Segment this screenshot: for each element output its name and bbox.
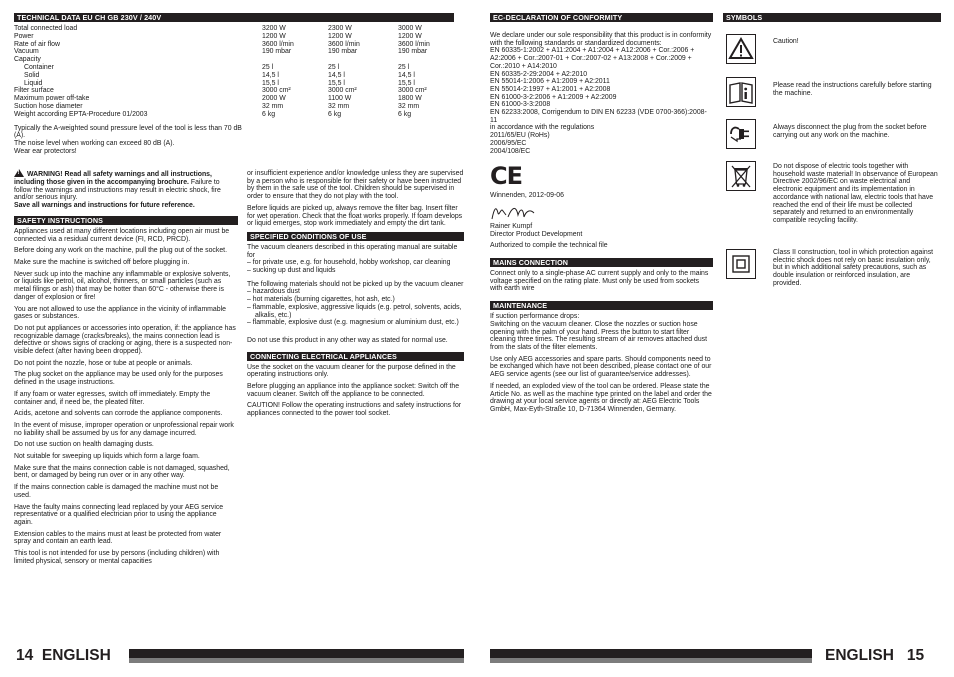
signer-block	[490, 223, 713, 250]
safety-paragraph: Make sure the machine is switched off before plugging in.	[14, 259, 190, 266]
tech-value-gb: 1200 W	[398, 32, 422, 40]
signer-title: Director Product Development	[490, 230, 583, 238]
tech-label: Rate of air flow	[14, 40, 60, 48]
safety-paragraph: Have the faulty mains connecting lead replaced by your AEG service representative or a qualified electrician prior to using the appliance again.	[14, 503, 224, 526]
tech-value-gb: 3000 cm²	[398, 87, 427, 95]
tech-row	[14, 95, 454, 103]
ec-line: EN 55014-1:2006 + A1:2009 + A2:2011	[490, 78, 610, 86]
safety-paragraph: Make sure that the mains connection cable is not damaged, squashed, bent, or damaged by being run over or in any other way.	[14, 464, 230, 480]
weee-bin-icon	[726, 161, 756, 191]
symbol-text-weee: Do not dispose of electric tools together with household waste material! In observance of European Directive 2002/96/EC on waste electrical and electronic equipment and its implementation in accordance with national law, electric tools that have reached the end of their life must be collected separately and returned to an environmentally compatible recycling facility.	[773, 163, 938, 224]
ec-line: EN 62233:2008, Corrigendum to DIN EN 62233 (VDE 0700-366):2008-11	[490, 109, 707, 124]
connecting-paragraph: Use the socket on the vacuum cleaner for the purpose defined in the operating instructions only.	[247, 363, 456, 379]
tech-row	[14, 72, 454, 80]
tech-value-gb: 14,5 l	[398, 71, 415, 79]
safety-paragraph: Do not use suction on health damaging dusts.	[14, 441, 154, 449]
right-footer-stripe	[490, 658, 812, 663]
ec-line: 2004/108/EC	[490, 147, 531, 155]
specified-conditions-header	[247, 232, 464, 241]
connecting-text	[247, 364, 464, 418]
tech-label: Solid	[24, 71, 40, 79]
warning-save: Save all warnings and instructions for future reference.	[14, 202, 195, 210]
ec-line: 2006/95/EC	[490, 139, 527, 147]
maintenance-text	[490, 313, 713, 413]
mains-title: MAINS CONNECTION	[493, 258, 569, 268]
ec-declaration-text	[490, 32, 713, 155]
ec-title: EC-DECLARATION OF CONFORMITY	[493, 13, 623, 22]
tech-row	[14, 41, 454, 49]
noise-line-3: Wear ear protectors!	[14, 147, 77, 155]
symbols-title: SYMBOLS	[726, 13, 763, 22]
right-column-symbols	[723, 13, 941, 25]
supervision-paragraph: or insufficient experience and/or knowledge unless they are supervised by a person who is responsible for their safety or have been instructed by them in the safe use of the tool. Children should be supervised in order to ensure that they do not play with the tool.	[247, 170, 464, 201]
left-language-label: ENGLISH	[41, 647, 111, 664]
ce-mark-text: CE	[490, 162, 523, 191]
safety-paragraph: Do not put appliances or accessories into operation, if: the appliance has recognizable damage (cracks/breaks), the mains connection lead is defective or shows signs of cracking or aging, there is a suspected non-visible defect (after having been dropped).	[14, 324, 236, 356]
maintenance-paragraph: If needed, an exploded view of the tool can be ordered. Please state the Article No. as well as the machine type printed on the label and order the drawing at your local service agents or directly at: AEG Electric Tools GmbH, Max-Eyth-Straße 10, D-71364 Winnenden, Germany.	[490, 382, 712, 413]
col-ch-header: CH	[94, 13, 106, 22]
tech-value-ch: 1200 W	[328, 32, 352, 40]
specified-intro: The vacuum cleaners described in this operating manual are suitable for	[247, 243, 458, 259]
specified-item: – for private use, e.g. for household, hobby workshop, car cleaning	[247, 259, 451, 267]
right-page-number	[825, 648, 924, 664]
col-eu-header: EU	[82, 13, 93, 22]
tech-value-ch: 15,5 l	[328, 79, 345, 87]
signer-name: Rainer Kumpf	[490, 222, 533, 230]
maintenance-paragraph: Use only AEG accessories and spare parts. Should components need to be exchanged which have not been described, please contact one of our AEG service agents (see our list of guarantee/service addresses).	[490, 355, 712, 379]
ec-line: EN 61000-3-3:2008	[490, 101, 551, 109]
safety-paragraph: Appliances used at many different locations including open air must be connected via a residual current device (FI, RCD, PRCD).	[14, 227, 230, 243]
tech-row	[14, 25, 454, 33]
ec-line: We declare under our sole responsibility that this product is in conformity with the following standards or standardized documents:	[490, 32, 712, 47]
ec-line: EN 60335-2-29:2004 + A2:2010	[490, 70, 588, 78]
noise-info	[14, 125, 244, 156]
signature-graphic	[490, 203, 550, 223]
tech-value-eu: 190 mbar	[262, 48, 292, 56]
tech-row	[14, 56, 454, 64]
tech-value-eu: 14,5 l	[262, 71, 279, 79]
tech-label: Total connected load	[14, 25, 78, 32]
tech-value-ch: 3000 cm²	[328, 87, 357, 95]
warning-icon	[14, 169, 24, 177]
not-picked-item: – hazardous dust	[247, 288, 300, 296]
unplug-icon	[726, 119, 756, 149]
connecting-paragraph: CAUTION! Follow the operating instructions and safety instructions for appliances connected to the power tool socket.	[247, 402, 462, 418]
safety-paragraph: Do not point the nozzle, hose or tube at people or animals.	[14, 359, 193, 367]
safety-paragraph: Not suitable for sweeping up liquids which form a large foam.	[14, 453, 200, 461]
maintenance-paragraph: If suction performance drops:	[490, 313, 580, 321]
ec-declaration-header	[490, 13, 713, 22]
tech-value-gb: 25 l	[398, 63, 410, 71]
safety-paragraph: Never suck up into the machine any inflammable or explosive solvents, or liquids like petrol, oil, alcohol, thinners, or small particles (such as metal filings or ash) that may be hotter than 60°C - otherwise there is danger of explosion or fire!	[14, 270, 231, 301]
warning-text: Failure to follow the warnings and instructions may result in electric shock, fire and/or serious injury.	[14, 179, 221, 202]
connecting-header	[247, 352, 464, 361]
connecting-paragraph: Before plugging an appliance into the appliance socket: Switch off the vacuum cleaner. Switch off the appliance to be connected.	[247, 383, 460, 398]
safety-paragraph: The plug socket on the appliance may be used only for the purposes defined in the usage instructions.	[14, 371, 223, 387]
tech-row	[14, 33, 454, 41]
tech-value-eu: 32 mm	[262, 102, 284, 110]
tech-label: Power	[14, 32, 34, 40]
safety-header	[14, 216, 238, 225]
tech-value-ch: 2300 W	[328, 25, 352, 32]
specified-item: – sucking up dust and liquids	[247, 267, 336, 275]
technical-data-table	[14, 25, 454, 119]
tech-label: Capacity	[14, 56, 41, 64]
safety-paragraph: You are not allowed to use the appliance in the vicinity of inflammable gases or substances.	[14, 305, 226, 321]
symbol-text-class-ii: Class II construction, tool in which protection against electric shock does not rely on basic insulation only, but in which additional safety precautions, such as double insulation or reinforced insulation, are provided.	[773, 249, 934, 287]
signature	[490, 203, 713, 223]
tech-value-ch: 1100 W	[328, 95, 352, 103]
tech-value-ch: 32 mm	[328, 102, 350, 110]
tech-label: Maximum power off-take	[14, 95, 90, 103]
not-picked-item: – flammable, explosive dust (e.g. magnesium or aluminium dust, etc.)	[247, 319, 459, 327]
ec-line: in accordance with the regulations	[490, 124, 595, 132]
safety-paragraph: Acids, acetone and solvents can corrode the appliance components.	[14, 410, 223, 418]
tech-value-eu: 3200 W	[262, 25, 286, 32]
tech-label: Suction hose diameter	[14, 102, 83, 110]
safety-paragraph: This tool is not intended for use by persons (including children) with limited physical, sensory or mental capacities	[14, 550, 220, 565]
specified-items	[247, 259, 464, 274]
tech-label: Container	[24, 63, 54, 71]
maintenance-paragraph: Switching on the vacuum cleaner. Close the nozzles or suction hose opening with the palm of your hand. Press the button to start filter cleaning three times. The resulting stream of air removes attached dust from the slats of the filter elements.	[490, 320, 708, 351]
safety-paragraph: In the event of misuse, improper operation or unprofessional repair work no liability shall be assumed by us for any damage incurred.	[14, 421, 234, 437]
authorized-note: Authorized to compile the technical file	[490, 242, 608, 250]
tech-value-gb: 32 mm	[398, 102, 420, 110]
tech-value-eu: 25 l	[262, 63, 274, 71]
technical-data-header	[14, 13, 454, 22]
tech-value-gb: 3600 l/min	[398, 40, 430, 48]
not-picked-item: – hot materials (burning cigarettes, hot ash, etc.)	[247, 296, 395, 304]
mains-connection-header	[490, 258, 713, 267]
specified-title: SPECIFIED CONDITIONS OF USE	[250, 231, 367, 241]
specified-outro: Do not use this product in any other way as stated for normal use.	[247, 336, 448, 344]
supervision-paragraph: Before liquids are picked up, always remove the filter bag. Insert filter for wet operation. Check that the float works properly. If foam develops or liquid emerges, stop work immediately and empty the dirt tank.	[247, 204, 463, 228]
class-ii-icon	[726, 249, 756, 279]
page-number-14: 14	[16, 647, 34, 664]
tech-value-ch: 14,5 l	[328, 71, 345, 79]
maintenance-header	[490, 301, 713, 310]
not-picked-items	[247, 288, 464, 327]
tech-value-eu: 3000 cm²	[262, 87, 291, 95]
left-page-number	[16, 648, 111, 664]
tech-row	[14, 48, 454, 56]
tech-value-ch: 6 kg	[328, 110, 342, 118]
place-date: Winnenden, 2012-09-06	[490, 192, 564, 200]
safety-instructions	[14, 228, 236, 566]
noise-line-2: The noise level when working can exceed 80 dB (A).	[14, 139, 175, 147]
safety-paragraph: Extension cables to the mains must at least be protected from water spray and contain an earth lead.	[14, 530, 222, 546]
ec-line: EN 55014-2:1997 + A1:2001 + A2:2008	[490, 85, 611, 93]
tech-value-eu: 1200 W	[262, 32, 286, 40]
warning-bold: WARNING! Read all safety warnings and all instructions, including those given in the accompanying brochure.	[14, 171, 212, 187]
right-column-1	[490, 13, 713, 418]
tech-value-eu: 6 kg	[262, 110, 276, 118]
warning-block	[14, 169, 236, 210]
not-picked-item: – flammable, explosive, aggressive liquids (e.g. petrol, solvents, acids, alkalis, etc.)	[247, 303, 462, 319]
tech-label: Liquid	[24, 79, 43, 87]
page-number-15: 15	[906, 647, 925, 664]
col-gb-header: GB 230V / 240V	[107, 13, 162, 22]
safety-paragraph: If any foam or water egresses, switch off immediately. Empty the container and, if need be, the pleated filter.	[14, 390, 211, 406]
caution-triangle-icon	[726, 34, 756, 64]
connecting-title: CONNECTING ELECTRICAL APPLIANCES	[250, 351, 397, 361]
supervision-text	[247, 170, 464, 228]
tech-value-eu: 2000 W	[262, 95, 286, 103]
symbols-header	[723, 13, 941, 22]
not-picked-intro: The following materials should not be picked up by the vacuum cleaner	[247, 280, 464, 288]
ec-line: 2011/65/EU (RoHs)	[490, 132, 550, 140]
right-page	[477, 0, 954, 677]
ce-mark	[490, 162, 713, 190]
tech-row	[14, 103, 454, 111]
symbol-text-caution: Caution!	[773, 38, 799, 45]
left-footer-stripe	[129, 658, 464, 663]
safety-title: SAFETY INSTRUCTIONS	[17, 215, 104, 225]
tech-value-eu: 15,5 l	[262, 79, 279, 87]
ec-line: EN 61000-3-2:2006 + A1:2009 + A2:2009	[490, 93, 617, 101]
tech-value-ch: 25 l	[328, 63, 340, 71]
tech-value-eu: 3600 l/min	[262, 40, 294, 48]
right-language-label: ENGLISH	[825, 647, 894, 664]
tech-value-gb: 1800 W	[398, 95, 422, 103]
symbol-text-unplug: Always disconnect the plug from the socket before carrying out any work on the machine.	[773, 124, 927, 139]
specified-conditions	[247, 244, 464, 345]
mains-connection-text: Connect only to a single-phase AC current supply and only to the mains voltage specified on the rating plate. Must only be used from sockets with earth wire	[490, 270, 709, 293]
tech-row	[14, 80, 454, 88]
tech-value-ch: 3600 l/min	[328, 40, 360, 48]
tech-row	[14, 111, 454, 119]
symbol-text-read-manual: Please read the instructions carefully before starting the machine.	[773, 82, 932, 97]
tech-value-ch: 190 mbar	[328, 48, 358, 56]
tech-label: Vacuum	[14, 48, 39, 56]
tech-label: Weight according EPTA-Procedure 01/2003	[14, 110, 148, 118]
safety-paragraph: Before doing any work on the machine, pull the plug out of the socket.	[14, 247, 227, 255]
tech-value-gb: 6 kg	[398, 110, 412, 118]
tech-value-gb: 15,5 l	[398, 79, 415, 87]
tech-value-gb: 190 mbar	[398, 48, 428, 56]
maintenance-title: MAINTENANCE	[493, 301, 548, 311]
safety-paragraph: If the mains connection cable is damaged the machine must not be used.	[14, 484, 219, 499]
technical-data-title: TECHNICAL DATA	[17, 13, 81, 22]
tech-row	[14, 87, 454, 95]
tech-value-gb: 3000 W	[398, 25, 422, 32]
left-column-2	[247, 170, 464, 422]
tech-label: Filter surface	[14, 87, 54, 95]
ec-line: EN 60335-1:2002 + A11:2004 + A1:2004 + A12:2006 + Cor.:2006 + A2:2006 + Cor.:2007-01 + Cor.:2007-02 + A13:2008 + Cor.:2009 + Cor.:2010 + A14:2010	[490, 47, 695, 70]
tech-row	[14, 64, 454, 72]
noise-line-1: Typically the A-weighted sound pressure level of the tool is less than 70 dB (A).	[14, 124, 242, 140]
read-manual-icon	[726, 77, 756, 107]
